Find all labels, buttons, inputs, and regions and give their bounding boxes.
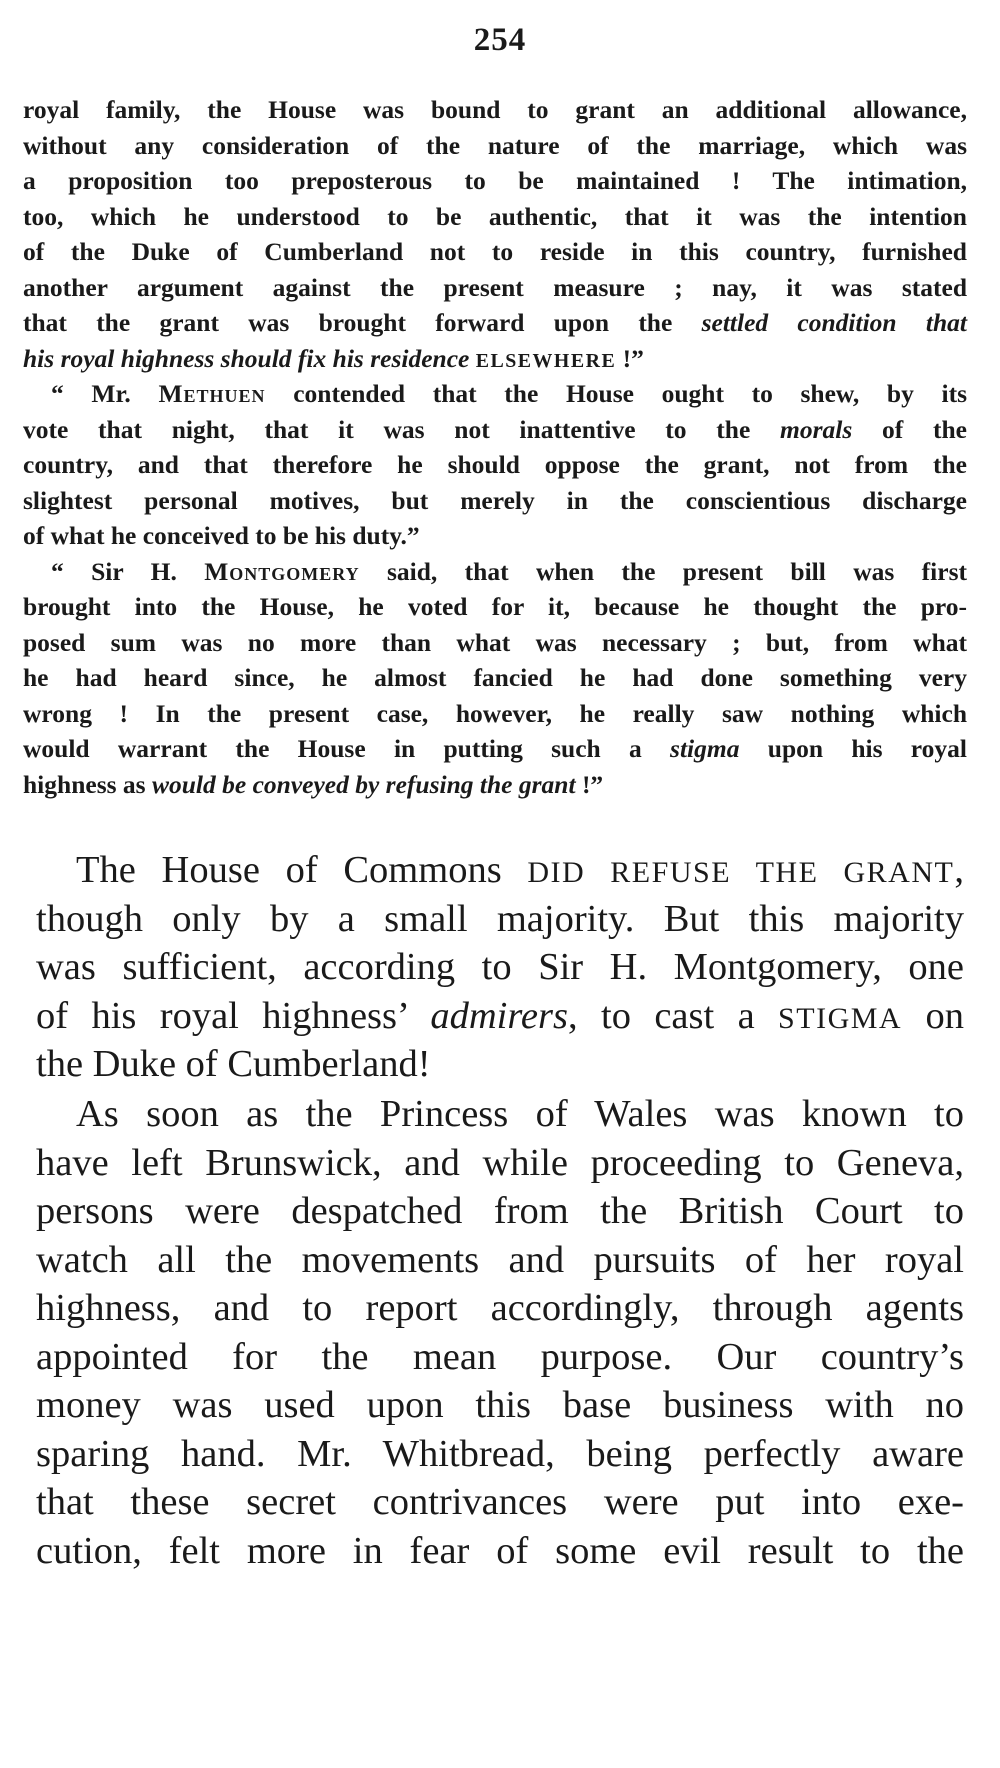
quote-line: slightest personal motives, but merely in the conscientious discharge bbox=[23, 485, 967, 515]
quote-line: wrong ! In the present case, however, he really saw nothing which bbox=[23, 698, 967, 728]
quote-line: that the grant was brought forward upon the settled condition that bbox=[23, 308, 967, 337]
quote-line: of the Duke of Cumberland not to reside in this country, furnished bbox=[23, 237, 967, 266]
quote-line: “ Mr. Methuen contended that the House ought to shew, by its bbox=[51, 379, 967, 408]
body-line: was sufficient, according to Sir H. Montgomery, one bbox=[36, 946, 964, 988]
quoted-passage bbox=[23, 92, 967, 802]
body-line: cution, felt more in fear of some evil result to the bbox=[36, 1529, 964, 1572]
quote-line: highness as would be conveyed by refusing the grant !” bbox=[23, 769, 604, 799]
body-line: of his royal highness’ admirers, to cast a STIGMA on bbox=[36, 994, 965, 1037]
quote-line: he had heard since, he almost fancied he had done something very bbox=[23, 663, 967, 692]
body-line: appointed for the mean purpose. Our country’s bbox=[36, 1335, 964, 1378]
body-line: have left Brunswick, and while proceeding to Geneva, bbox=[36, 1141, 964, 1184]
quote-line: too, which he understood to be authentic, that it was the intention bbox=[23, 201, 967, 231]
body-line: watch all the movements and pursuits of her royal bbox=[36, 1238, 964, 1281]
quote-line: royal family, the House was bound to grant an additional allowance, bbox=[23, 95, 967, 124]
body-paragraph-2 bbox=[36, 1090, 964, 1575]
quote-line: vote that night, that it was not inattentive to the morals of the bbox=[23, 414, 967, 444]
page-number: 254 bbox=[473, 22, 527, 58]
quote-line: of what he conceived to be his duty.” bbox=[23, 521, 420, 550]
quote-line: his royal highness should fix his residence ELSEWHERE !” bbox=[23, 343, 644, 373]
body-line: sparing hand. Mr. Whitbread, being perfectly aware bbox=[36, 1432, 964, 1475]
quote-line: without any consideration of the nature of the marriage, which was bbox=[23, 130, 967, 160]
body-line: highness, and to report accordingly, through agents bbox=[36, 1287, 964, 1329]
body-line: The House of Commons DID REFUSE THE GRANT, bbox=[76, 849, 964, 891]
quote-line: brought into the House, he voted for it, because he thought the pro- bbox=[23, 592, 967, 621]
body-line: As soon as the Princess of Wales was known to bbox=[76, 1093, 964, 1135]
body-line: persons were despatched from the British Court to bbox=[36, 1190, 964, 1232]
body-paragraph-1 bbox=[36, 846, 964, 1089]
body-line: the Duke of Cumberland! bbox=[36, 1043, 431, 1085]
body-line: though only by a small majority. But this majority bbox=[36, 897, 964, 940]
quote-line: country, and that therefore he should oppose the grant, not from the bbox=[23, 450, 967, 479]
quote-line: a proposition too preposterous to be maintained ! The intimation, bbox=[23, 166, 967, 195]
quote-line: posed sum was no more than what was necessary ; but, from what bbox=[23, 627, 967, 657]
body-line: money was used upon this base business with no bbox=[36, 1384, 964, 1426]
quote-line: would warrant the House in putting such a stigma upon his royal bbox=[23, 734, 967, 763]
quote-line: “ Sir H. Montgomery said, that when the present bill was first bbox=[51, 556, 967, 586]
body-line: that these secret contrivances were put into exe- bbox=[36, 1481, 964, 1523]
quote-line: another argument against the present measure ; nay, it was stated bbox=[23, 272, 967, 302]
